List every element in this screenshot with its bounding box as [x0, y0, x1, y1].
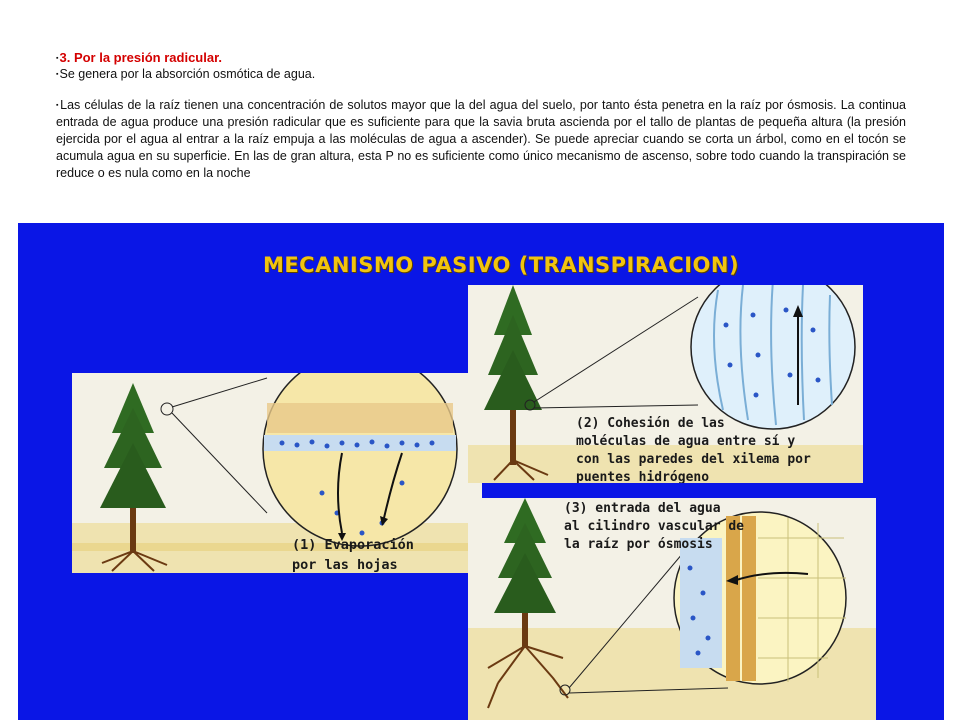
body-paragraph — [56, 97, 906, 182]
tree-leaf-illustration — [72, 373, 482, 573]
caption-line: (3) entrada del agua — [564, 501, 721, 516]
caption-line: (1) Evaporación — [292, 537, 414, 553]
intro-line-text: Se genera por la absorción osmótica de agua. — [59, 67, 316, 81]
caption-line: (2) Cohesión de las — [576, 416, 725, 431]
caption-line: moléculas de agua entre sí y — [576, 434, 796, 449]
caption-osmosis — [564, 500, 784, 554]
panel-cohesion — [468, 285, 863, 483]
slide-title: MECANISMO PASIVO (TRANSPIRACION) — [262, 253, 740, 277]
caption-line: con las paredes del xilema por — [576, 452, 811, 467]
panel-evaporation — [72, 373, 482, 573]
text-block — [56, 50, 906, 182]
slide-image — [18, 223, 944, 720]
section-heading — [56, 50, 906, 65]
heading-text: 3. Por la presión radicular. — [59, 50, 223, 65]
panel-osmosis — [468, 498, 876, 720]
bullet-icon: ▪ — [56, 71, 59, 79]
caption-line: puentes hidrógeno — [576, 470, 710, 483]
caption-line: al cilindro vascular de — [564, 519, 745, 534]
caption-line: por las hojas — [292, 557, 398, 573]
body-paragraph-text: Las células de la raíz tienen una concentración de solutos mayor que la del agua del suelo, por tanto ésta penetra en la raíz por ósmosis. La continua entrada de agua produce una presión radicular que es suficiente para que la savia bruta ascienda por el tallo de plantas de pequeña altura (la presión ejercida por el agua al entrar a la raíz empuja a las moléculas de agua a ascender). Se puede apreciar cuando se corta un árbol, como en el tocón se acumula agua en su superficie. En las de gran altura, esta P no es suficiente como único mecanismo de ascenso, sobre todo cuando la transpiración se reduce o es nula como en la noche — [56, 98, 907, 181]
caption-cohesion — [576, 415, 863, 483]
intro-line — [56, 67, 906, 81]
caption-evaporation — [292, 535, 414, 573]
caption-line: la raíz por ósmosis — [564, 537, 713, 552]
bullet-icon: ▪ — [56, 55, 59, 63]
bullet-icon: ▪ — [56, 102, 60, 110]
